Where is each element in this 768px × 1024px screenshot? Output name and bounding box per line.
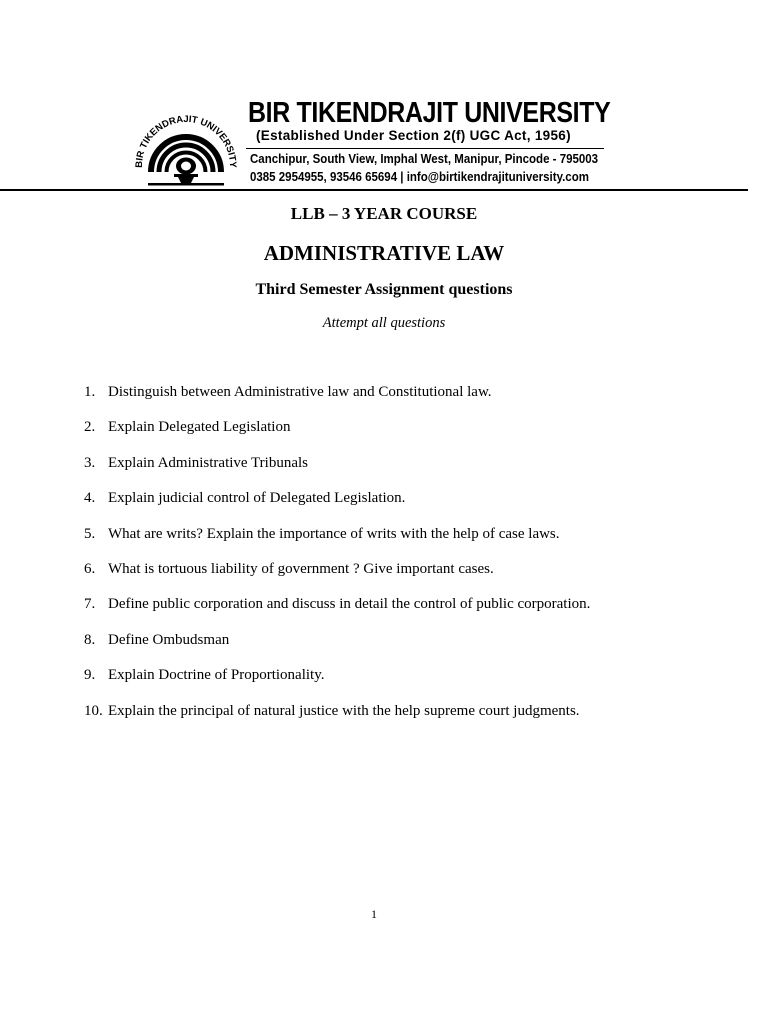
question-item bbox=[84, 490, 590, 525]
question-text: What is tortuous liability of government ? Give important cases. bbox=[108, 560, 494, 577]
subject-title: ADMINISTRATIVE LAW bbox=[263, 241, 505, 265]
question-number: 5. bbox=[84, 525, 96, 542]
question-text: Explain the principal of natural justice with the help supreme court judgments. bbox=[108, 702, 580, 719]
question-number: 1. bbox=[84, 384, 96, 400]
question-item bbox=[84, 561, 590, 596]
university-contact: 0385 2954955, 93546 65694 | info@birtikendrajituniversity.com bbox=[250, 170, 589, 184]
question-number: 9. bbox=[84, 667, 96, 684]
question-item bbox=[84, 703, 590, 738]
university-established: (Established Under Section 2(f) UGC Act, 1956) bbox=[256, 128, 571, 143]
question-item bbox=[84, 384, 590, 419]
question-text: Explain Delegated Legislation bbox=[108, 419, 291, 436]
question-text: Explain Administrative Tribunals bbox=[108, 454, 309, 471]
question-item bbox=[84, 455, 590, 490]
question-text: Define Ombudsman bbox=[108, 631, 230, 648]
question-text: Explain Doctrine of Proportionality. bbox=[108, 667, 325, 684]
question-item bbox=[84, 596, 590, 631]
question-number: 3. bbox=[84, 454, 96, 471]
letterhead-divider bbox=[246, 148, 604, 149]
seal-ring-text: BIR TIKENDRAJIT UNIVERSITY bbox=[133, 113, 239, 168]
question-text: What are writs? Explain the importance of writs with the help of case laws. bbox=[108, 525, 560, 542]
instruction-text: Attempt all questions bbox=[322, 315, 446, 331]
question-item bbox=[84, 667, 590, 702]
university-address: Canchipur, South View, Imphal West, Manipur, Pincode - 795003 bbox=[250, 152, 599, 166]
question-item bbox=[84, 632, 590, 667]
question-list bbox=[84, 384, 590, 738]
question-item bbox=[84, 526, 590, 561]
page-number: 1 bbox=[371, 907, 377, 921]
question-number: 6. bbox=[84, 560, 96, 577]
question-number: 4. bbox=[84, 490, 96, 507]
question-text: Explain judicial control of Delegated Legislation. bbox=[108, 490, 406, 507]
header-rule bbox=[0, 189, 748, 191]
semester-heading: Third Semester Assignment questions bbox=[255, 281, 513, 298]
question-number: 10. bbox=[84, 702, 103, 719]
question-number: 7. bbox=[84, 596, 96, 613]
university-seal-icon bbox=[118, 92, 248, 188]
course-title: LLB – 3 YEAR COURSE bbox=[290, 204, 478, 223]
question-number: 8. bbox=[84, 631, 96, 648]
university-name: BIR TIKENDRAJIT UNIVERSITY bbox=[248, 97, 611, 129]
question-number: 2. bbox=[84, 419, 96, 436]
question-item bbox=[84, 419, 590, 454]
question-text: Define public corporation and discuss in detail the control of public corporation. bbox=[108, 596, 591, 613]
question-text: Distinguish between Administrative law and Constitutional law. bbox=[108, 384, 492, 400]
letterhead bbox=[0, 0, 768, 192]
